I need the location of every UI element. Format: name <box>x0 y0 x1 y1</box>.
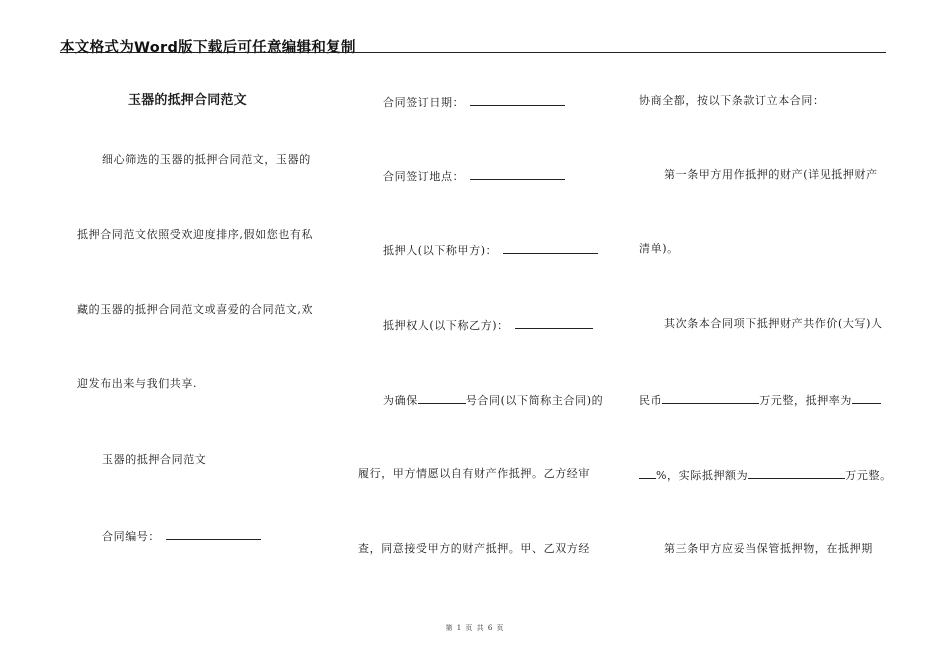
perform-line: 履行，甲方情愿以自有财产作抵押。乙方经审 <box>358 467 590 480</box>
mortgage-rate-blank <box>852 392 881 404</box>
sign-place-line <box>383 168 565 184</box>
article-1-line: 第一条甲方用作抵押的财产(详见抵押财产 <box>664 168 878 181</box>
sign-date-blank <box>470 94 565 106</box>
percent-text-a: %，实际抵押额为 <box>656 469 749 482</box>
guarantee-text-b: 号合同(以下简称主合同)的 <box>465 394 604 407</box>
contract-subtitle: 玉器的抵押合同范文 <box>102 453 207 466</box>
rmb-amount-line <box>639 392 881 408</box>
guarantee-line <box>383 392 603 408</box>
mortgagee-label: 抵押权人(以下称乙方)： <box>383 319 509 332</box>
intro-line-2: 抵押合同范文依照受欢迎度排序,假如您也有私 <box>77 228 314 241</box>
article-2-line: 其次条本合同项下抵押财产共作价(大写)人 <box>664 317 883 330</box>
rmb-text-a: 民币 <box>639 394 663 407</box>
document-header: 本文格式为Word版下载后可任意编辑和复制 <box>60 40 356 56</box>
percent-text-b: 万元整。 <box>845 469 892 482</box>
mortgagor-label: 抵押人(以下称甲方)： <box>383 244 498 257</box>
sign-place-label: 合同签订地点： <box>383 170 465 183</box>
actual-amount-blank <box>748 467 845 479</box>
mortgagor-line <box>383 242 598 258</box>
mortgagor-blank <box>503 242 598 254</box>
main-contract-number-blank <box>418 392 466 404</box>
contract-number-blank <box>166 528 261 540</box>
header-divider <box>60 52 886 53</box>
page-footer: 第 1 页 共 6 页 <box>445 624 505 632</box>
agreement-line: 协商全都，按以下条款订立本合同： <box>639 94 825 107</box>
sign-date-line <box>383 94 565 110</box>
rmb-amount-blank <box>662 392 759 404</box>
mortgagee-line <box>383 317 593 333</box>
article-3-line: 第三条甲方应妥当保管抵押物，在抵押期 <box>664 542 873 555</box>
contract-number-label: 合同编号： <box>102 530 160 543</box>
percent-blank <box>639 467 656 479</box>
percent-line <box>639 467 892 483</box>
sign-date-label: 合同签订日期： <box>383 96 465 109</box>
sign-place-blank <box>470 168 565 180</box>
guarantee-text-a: 为确保 <box>383 394 418 407</box>
property-list-line: 清单)。 <box>639 242 679 255</box>
intro-line-3: 藏的玉器的抵押合同范文或喜爱的合同范文,欢 <box>77 303 314 316</box>
document-title: 玉器的抵押合同范文 <box>128 93 247 108</box>
rmb-text-b: 万元整，抵押率为 <box>759 394 853 407</box>
review-line: 查，同意接受甲方的财产抵押。甲、乙双方经 <box>358 542 590 555</box>
intro-line-4: 迎发布出来与我们共享. <box>77 377 198 390</box>
contract-number-line <box>102 528 261 544</box>
intro-line-1: 细心筛选的玉器的抵押合同范文，玉器的 <box>102 153 311 166</box>
mortgagee-blank <box>515 317 593 329</box>
